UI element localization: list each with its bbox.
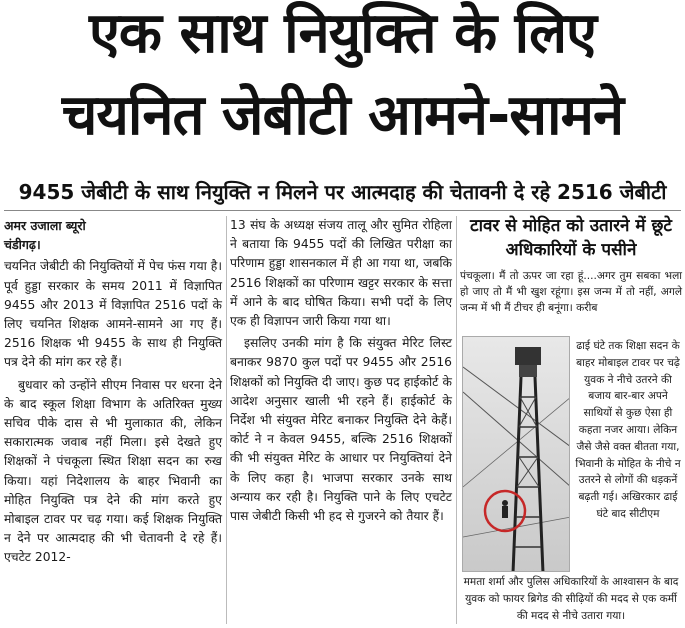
sidebar-title: टावर से मोहित को उतारने में छूटे अधिकारियों के पसीने [470, 216, 672, 260]
sidebar-intro: पंचकूला। मैं तो ऊपर जा रहा हूं....अगर तुम सबका भला हो जाए तो मैं भी खुश रहूंगा। इस जन्म में तो नहीं, अगले जन्म में भी मैं टीचर ही बनूंगा। करीब [460, 270, 682, 314]
paragraph: बुधवार को उन्होंने सीएम निवास पर धरना देने के बाद स्कूल शिक्षा विभाग के अतिरिक्त मुख्य सचिव पीके दास से भी मुलाकात की, लेकिन सकारात्मक जवाब नहीं मिला। इसे देखते हुए शिक्षकों ने पंचकूला स्थित शिक्षा सदन का रुख किया। यहां निदेशालय के बाहर भिवानी का मोहित नियुक्ति पत्र देने की मांग करते हुए मोबाइल टावर पर चढ़ गया। कई शिक्षक नियुक्ति न देने पर आत्मदाह की भी चेतावनी दे रहे हैं। एचटेट 2012- [4, 377, 222, 565]
sidebar-story [460, 214, 682, 316]
column-divider [456, 216, 457, 624]
paragraph: 13 संघ के अध्यक्ष संजय तालू और सुमित रोहिला ने बताया कि 9455 पदों की लिखित परीक्षा का परिणाम हुड्डा शासनकाल में ही आ गया था, जबकि 2516 शिक्षकों का परिणाम खट्टर सरकार के सत्ता में आने के बाद घोषित किया। सभी पदों के लिए एक ही विज्ञापन जारी किया गया था। [230, 218, 452, 329]
sidebar-body-bottom: ममता शर्मा और पुलिस अधिकारियों के आश्वासन के बाद युवक को फायर ब्रिगेड की सीढ़ियों की मदद से एक कर्मी की मदद से नीचे उतारा गया। [463, 576, 679, 622]
article-column-2 [230, 216, 452, 529]
tower-photo [462, 336, 570, 572]
subheadline: 9455 जेबीटी के साथ नियुक्ति न मिलने पर आत्मदाह की चेतावनी दे रहे 2516 जेबीटी [18, 180, 667, 204]
headline-line-2: चयनित जेबीटी आमने-सामने [61, 83, 624, 148]
article-column-1 [4, 216, 222, 571]
tower-photo-image [463, 337, 570, 572]
headline-line-1: एक साथ नियुक्ति के लिए [88, 1, 597, 66]
paragraph: चयनित जेबीटी की नियुक्तियों में पेच फंस गया है। पूर्व हुड्डा सरकार के समय 2011 में विज्ञापित 9455 और 2013 में विज्ञापित 2516 पदों के लिए चयनित शिक्षक आमने-सामने आ गए हैं। 2516 शिक्षक भी 9455 के साथ ही नियुक्ति पत्र देने की मांग कर रहे हैं। [4, 259, 222, 370]
paragraph: इसलिए उनकी मांग है कि संयुक्त मेरिट लिस्ट बनाकर 9870 कुल पदों पर 9455 और 2516 शिक्षकों को नियुक्ति दी जाए। कुछ पद हाईकोर्ट के आदेश अनुसार खाली भी रहने हैं। हाईकोर्ट के निर्देश भी संयुक्त मेरिट बनाकर नियुक्ति देने केहैं। कोर्ट ने न केवल 9455, बल्कि 2516 शिक्षकों की भी संयुक्त मेरिट के आधार पर नियुक्तियां देने के लिए कहा है। भाजपा सरकार उनके साथ अन्याय कर रही है। नियुक्ति पाने के लिए एचटेट पास जेबीटी किसी भी हद से गुजरने को तैयार हैं। [230, 336, 452, 524]
column-divider [226, 216, 227, 624]
dateline: चंडीगढ़। [4, 237, 41, 253]
header-divider [4, 210, 681, 211]
byline: अमर उजाला ब्यूरो [4, 218, 86, 233]
sidebar-body-right: ढाई घंटे तक शिक्षा सदन के बाहर मोबाइल टावर पर चढ़े युवक ने नीचे उतरने की बजाय बार-बार अपने साथियों से कुछ ऐसा ही कहता नजर आया। लेकिन जैसे जैसे वक्त बीतता गया, भिवानी के मोहित के नीचे न उतरने से लोगों की धड़कनें बढ़ती गई। अखिरकार ढाई घंटे बाद सीटीएम [575, 340, 681, 520]
